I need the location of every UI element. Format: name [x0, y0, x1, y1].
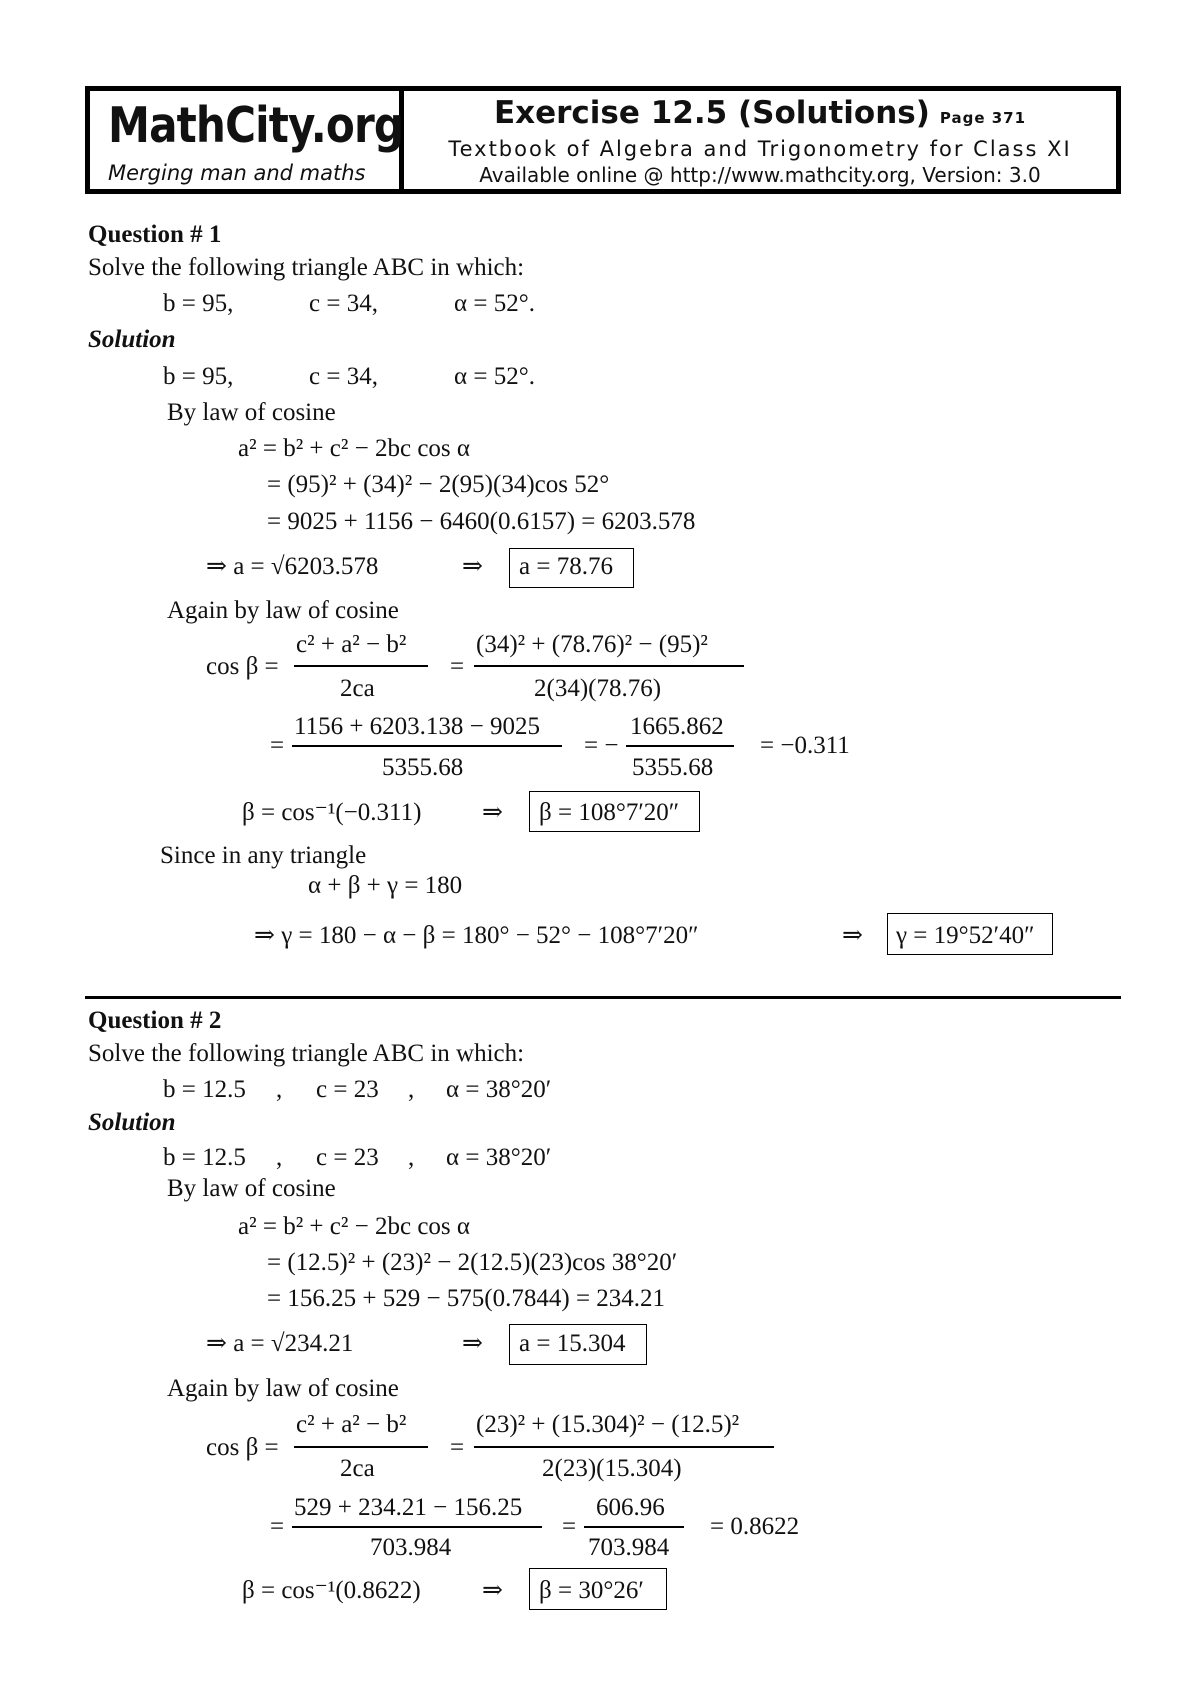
q1-cos-beta: cos β =: [206, 653, 279, 680]
q2-frac2-den: 2(23)(15.304): [542, 1455, 682, 1482]
question-2-heading: Question # 2: [88, 1007, 222, 1034]
q1-frac1-bar: [294, 665, 428, 667]
q2-implies-beta: ⇒: [482, 1577, 503, 1604]
q2-sol-given-alpha: α = 38°20′: [446, 1144, 552, 1171]
section-divider: [85, 996, 1121, 999]
exercise-info: [404, 91, 1116, 189]
q1-eq-sign-1: =: [450, 653, 465, 680]
q1-frac4-bar: [626, 745, 734, 747]
book-title: Textbook of Algebra and Trigonometry for Class XI: [448, 137, 1072, 161]
q2-eq-sign-1: =: [450, 1434, 465, 1461]
q2-frac4-bar: [584, 1526, 684, 1528]
q2-given-alpha: α = 38°20′: [446, 1076, 552, 1103]
q2-sol-given-c: c = 23: [316, 1144, 379, 1171]
q1-implies-beta: ⇒: [482, 799, 503, 826]
q1-frac2-num: (34)² + (78.76)² − (95)²: [476, 631, 708, 658]
q2-frac3-num: 529 + 234.21 − 156.25: [294, 1494, 523, 1521]
q2-sol-given-b: b = 12.5: [163, 1144, 246, 1171]
q1-answer-beta: β = 108°7′20″: [539, 799, 680, 826]
q2-frac4-num: 606.96: [596, 1494, 665, 1521]
q1-again-law: Again by law of cosine: [167, 597, 399, 624]
question-1-heading: Question # 1: [88, 221, 222, 248]
q1-frac2-den: 2(34)(78.76): [534, 675, 662, 702]
question-1-prompt: Solve the following triangle ABC in which:: [88, 254, 525, 281]
q1-eq-sign-2: =: [270, 732, 285, 759]
q2-beta-eq: β = cos⁻¹(0.8622): [242, 1577, 421, 1604]
q2-comma-4: ,: [408, 1144, 415, 1171]
q1-implies-a: ⇒: [462, 553, 483, 580]
q2-given-c: c = 23: [316, 1076, 379, 1103]
page-header: [85, 86, 1121, 194]
q2-comma-3: ,: [276, 1144, 283, 1171]
q2-frac-result: = 0.8622: [710, 1513, 800, 1540]
q1-eq1: a² = b² + c² − 2bc cos α: [238, 435, 470, 462]
q1-sol-given-alpha: α = 52°.: [454, 363, 535, 390]
q2-again-law: Again by law of cosine: [167, 1375, 399, 1402]
q2-cos-beta: cos β =: [206, 1434, 279, 1461]
q2-frac1-num: c² + a² − b²: [296, 1411, 407, 1438]
q2-comma-2: ,: [408, 1076, 415, 1103]
site-tagline: Merging man and maths: [108, 161, 366, 185]
q2-eq2: = (12.5)² + (23)² − 2(12.5)(23)cos 38°20′: [267, 1249, 678, 1276]
q1-answer-a: a = 78.76: [519, 553, 613, 580]
q2-frac2-num: (23)² + (15.304)² − (12.5)²: [476, 1411, 740, 1438]
q1-frac3-den: 5355.68: [382, 754, 464, 781]
q1-frac3-num: 1156 + 6203.138 − 9025: [294, 713, 541, 740]
site-logo[interactable]: MathCity.org: [108, 97, 404, 154]
exercise-title-text: Exercise 12.5 (Solutions): [493, 95, 930, 131]
q1-eq2: = (95)² + (34)² − 2(95)(34)cos 52°: [267, 471, 610, 498]
q2-eq3: = 156.25 + 529 − 575(0.7844) = 234.21: [267, 1285, 666, 1312]
q1-since: Since in any triangle: [160, 842, 367, 869]
page-number: Page 371: [939, 109, 1027, 127]
q1-eq3: = 9025 + 1156 − 6460(0.6157) = 6203.578: [267, 508, 696, 535]
q1-law-of-cosine: By law of cosine: [167, 399, 336, 426]
q1-angle-sum: α + β + γ = 180: [308, 872, 463, 899]
q2-implies-a: ⇒: [462, 1330, 483, 1357]
q2-solution-label: Solution: [88, 1109, 176, 1136]
q1-given-alpha: α = 52°.: [454, 290, 535, 317]
exercise-title: [404, 95, 1116, 131]
online-link[interactable]: Available online @ http://www.mathcity.org, Version: 3.0: [479, 163, 1041, 187]
q1-beta-eq: β = cos⁻¹(−0.311): [242, 799, 422, 826]
q2-frac1-den: 2ca: [340, 1455, 375, 1482]
q2-law-of-cosine: By law of cosine: [167, 1175, 336, 1202]
q2-comma-1: ,: [276, 1076, 283, 1103]
q1-eq4: ⇒ a = √6203.578: [206, 553, 379, 580]
q2-frac3-bar: [292, 1526, 542, 1528]
q1-frac2-bar: [474, 665, 744, 667]
q1-frac4-den: 5355.68: [632, 754, 714, 781]
q1-gamma-eq: ⇒ γ = 180 − α − β = 180° − 52° − 108°7′20″: [254, 922, 699, 949]
q1-solution-label: Solution: [88, 326, 176, 353]
q1-answer-gamma: γ = 19°52′40″: [896, 922, 1035, 949]
q1-given-b: b = 95,: [163, 290, 234, 317]
q2-frac2-bar: [474, 1446, 774, 1448]
q1-frac1-num: c² + a² − b²: [296, 631, 407, 658]
q1-given-c: c = 34,: [309, 290, 378, 317]
q2-answer-a: a = 15.304: [519, 1330, 626, 1357]
q1-implies-gamma: ⇒: [842, 922, 863, 949]
q1-frac4-num: 1665.862: [630, 713, 724, 740]
q1-frac1-den: 2ca: [340, 675, 375, 702]
q1-eq-sign-3: = −: [584, 732, 619, 759]
q2-answer-beta: β = 30°26′: [539, 1577, 644, 1604]
q2-frac3-den: 703.984: [370, 1534, 452, 1561]
q2-eq1: a² = b² + c² − 2bc cos α: [238, 1213, 470, 1240]
brand-box: [90, 91, 404, 189]
q2-eq4: ⇒ a = √234.21: [206, 1330, 354, 1357]
q2-eq-sign-2: =: [270, 1513, 285, 1540]
q2-frac4-den: 703.984: [588, 1534, 670, 1561]
q1-frac-result: = −0.311: [760, 732, 850, 759]
q1-sol-given-b: b = 95,: [163, 363, 234, 390]
q2-given-b: b = 12.5: [163, 1076, 246, 1103]
q1-sol-given-c: c = 34,: [309, 363, 378, 390]
q2-frac1-bar: [294, 1446, 428, 1448]
question-2-prompt: Solve the following triangle ABC in which:: [88, 1040, 525, 1067]
q2-eq-sign-3: =: [562, 1513, 577, 1540]
q1-frac3-bar: [292, 745, 562, 747]
